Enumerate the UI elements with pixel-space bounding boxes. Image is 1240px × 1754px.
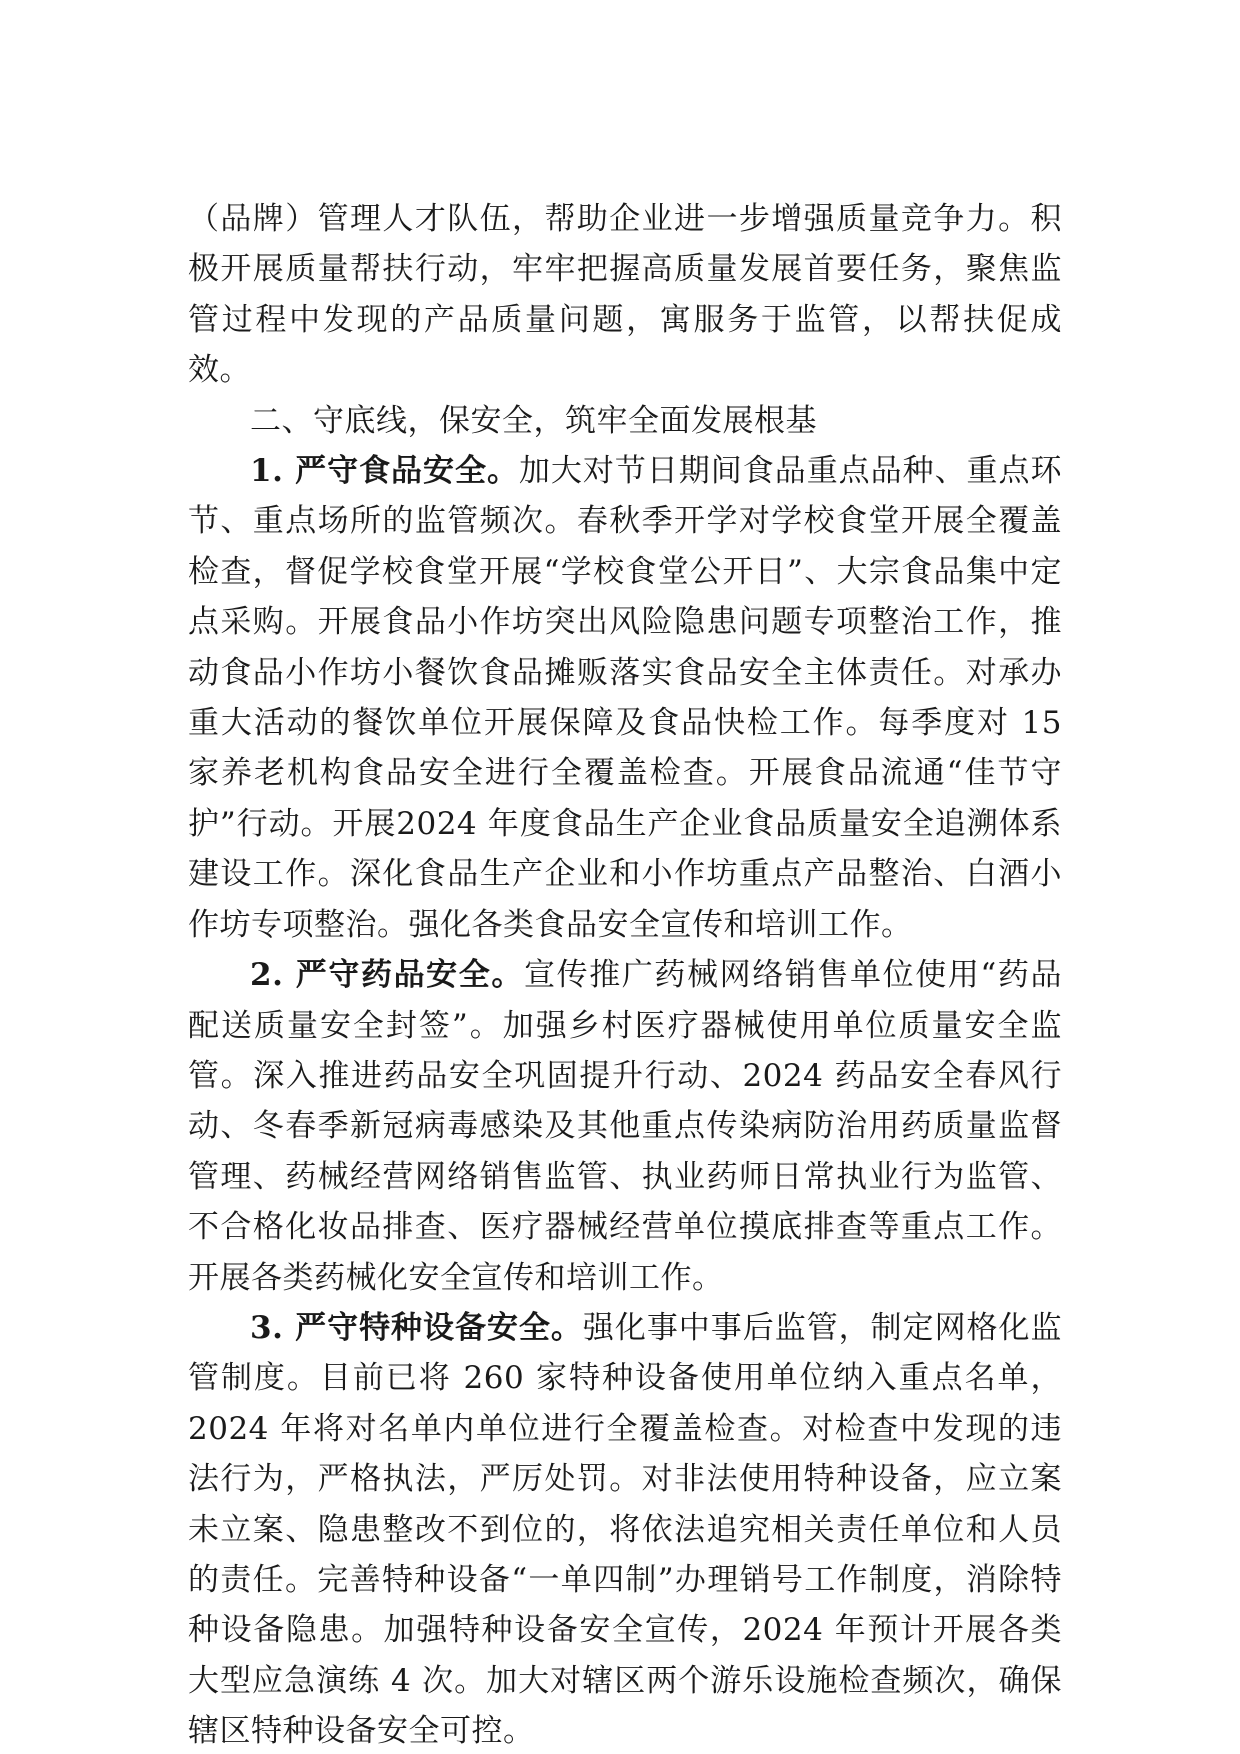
section-heading: 二、守底线，保安全，筑牢全面发展根基 (250, 402, 817, 439)
item-drug-safety (188, 950, 1062, 1303)
item-special-equipment-safety-body: 强化事中事后监管，制定网格化监管制度。目前已将 260 家特种设备使用单位纳入重点名单，2024 年将对名单内单位进行全覆盖检查。对检查中发现的违法行为，严格执法，严厉处罚。对非法使用特种设备，应立案未立案、隐患整改不到位的，将依法追究相关责任单位和人员的责任。完善特种设备“一单四制”办理销号工作制度，消除特种设备隐患。加强特种设备安全宣传，2024 年预计开展各类大型应急演练 4 次。加大对辖区两个游乐设施检查频次，确保辖区特种设备安全可控。 (188, 1309, 1063, 1750)
item-food-safety-body: 加大对节日期间食品重点品种、重点环节、重点场所的监管频次。春秋季开学对学校食堂开展全覆盖检查，督促学校食堂开展“学校食堂公开日”、大宗食品集中定点采购。开展食品小作坊突出风险隐患问题专项整治工作，推动食品小作坊小餐饮食品摊贩落实食品安全主体责任。对承办重大活动的餐饮单位开展保障及食品快检工作。每季度对 15 家养老机构食品安全进行全覆盖检查。开展食品流通“佳节守护”行动。开展2024 年度食品生产企业食品质量安全追溯体系建设工作。深化食品生产企业和小作坊重点产品整治、白酒小作坊专项整治。强化各类食品安全宣传和培训工作。 (188, 453, 1062, 943)
item-drug-safety-lead: 2. 严守药品安全。 (250, 957, 524, 994)
item-food-safety-lead: 1. 严守食品安全。 (250, 453, 519, 490)
document-body (188, 194, 1062, 1754)
item-food-safety (188, 446, 1062, 950)
item-special-equipment-safety (188, 1303, 1062, 1754)
item-drug-safety-body: 宣传推广药械网络销售单位使用“药品配送质量安全封签”。加强乡村医疗器械使用单位质量安全监管。深入推进药品安全巩固提升行动、2024 药品安全春风行动、冬春季新冠病毒感染及其他重点传染病防治用药质量监督管理、药械经营网络销售监管、执业药师日常执业行为监管、不合格化妆品排查、医疗器械经营单位摸底排查等重点工作。开展各类药械化安全宣传和培训工作。 (188, 957, 1062, 1296)
intro-paragraph-text: （品牌）管理人才队伍，帮助企业进一步增强质量竞争力。积极开展质量帮扶行动，牢牢把握高质量发展首要任务，聚焦监管过程中发现的产品质量问题，寓服务于监管，以帮扶促成效。 (188, 201, 1062, 389)
intro-paragraph (188, 194, 1062, 396)
item-special-equipment-safety-lead: 3. 严守特种设备安全。 (250, 1309, 583, 1346)
